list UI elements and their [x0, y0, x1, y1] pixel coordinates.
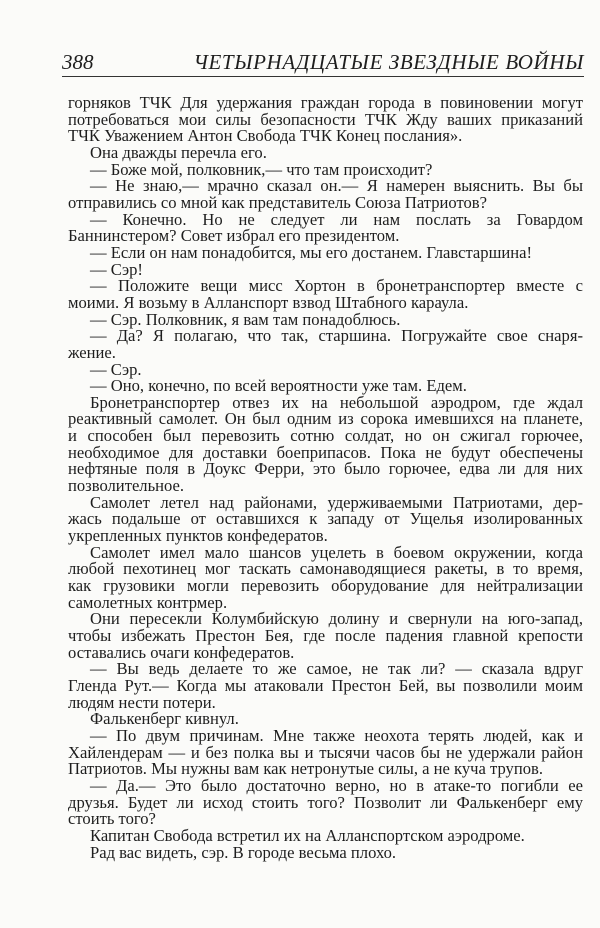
text-line: Рад вас видеть, сэр. В городе весьма плохо.: [90, 842, 397, 862]
text-line: Баннинстером? Совет избрал его президентом.: [68, 226, 400, 246]
text-line: — По двум причинам. Мне также неохота терять людей, как и: [90, 725, 583, 745]
paragraph: [68, 725, 583, 779]
text-line: Фалькенберг кивнул.: [90, 709, 239, 729]
running-header: [62, 49, 584, 77]
text-line: людям нести потери.: [68, 692, 216, 712]
text-line: Она дважды перечла его.: [90, 142, 267, 162]
paragraph: [68, 178, 583, 211]
text-line: — Вы ведь делаете то же самое, не так ли? — сказала вдруг: [90, 659, 583, 679]
text-line: Самолет имел мало шансов уцелеть в боевом окружении, когда: [90, 542, 583, 562]
running-title: ЧЕТЫРНАДЦАТЫЕ ЗВЕЗДНЫЕ ВОЙНЫ: [193, 50, 584, 74]
text-line: Они пересекли Колумбийскую долину и свернули на юго-запад,: [90, 609, 583, 629]
text-line: — Сэр.: [90, 359, 142, 379]
paragraph: [68, 492, 583, 546]
text-line: — Да.— Это было достаточно верно, но в атаке-то погибли ее: [90, 775, 583, 795]
text-line: укрепленных пунктов конфедератов.: [68, 526, 328, 546]
text-line: — Да? Я полагаю, что так, старшина. Погружайте свое снаря-: [90, 326, 583, 346]
text-line: жась подальше от оставшихся к западу от Ущелья изолированных: [68, 509, 583, 529]
text-line: жение.: [68, 342, 116, 362]
paragraph: [68, 242, 583, 262]
text-line: оставались очаги конфедератов.: [68, 642, 295, 662]
text-line: — Сэр. Полковник, я вам там понадоблюсь.: [90, 309, 401, 329]
text-line: Патриотов. Мы нужны вам как нетронутые силы, а не куча трупов.: [68, 759, 543, 779]
paragraph: [68, 611, 583, 661]
text-line: ТЧК Уважением Антон Свобода ТЧК Конец послания».: [68, 126, 463, 146]
paragraph: [68, 661, 583, 711]
text-line: друзья. Будет ли исход стоить того? Позволит ли Фалькенберг ему: [68, 792, 583, 812]
paragraph: [68, 209, 583, 246]
text-line: потребоваться мои силы безопасности ТЧК Жду ваших приказаний: [68, 109, 583, 129]
paragraph: [68, 95, 583, 145]
text-line: нефтяные поля в Доукс Ферри, это было горючее, едва ли для них: [68, 459, 583, 479]
paragraph: [68, 842, 583, 862]
text-line: Бронетранспортер отвез их на небольшой аэродром, где ждал: [90, 392, 583, 412]
text-line: — Боже мой, полковник,— что там происходит?: [90, 159, 433, 179]
text-line: самолетных контрмер.: [68, 592, 228, 612]
text-line: — Конечно. Но не следует ли нам послать за Говардом: [90, 209, 583, 229]
text-line: любой пехотинец мог таскать самонаводящиеся ракеты, в то время,: [68, 559, 583, 579]
text-line: — Не знаю,— мрачно сказал он.— Я намерен выяснить. Вы бы: [90, 176, 583, 196]
text-line: необходимое для доставки боеприпасов. Пока не будут обеспечены: [68, 442, 583, 462]
text-line: позволительное.: [68, 476, 185, 496]
text-line: чтобы избежать Престон Бея, где после падения главной крепости: [68, 626, 583, 645]
text-line: Самолет летел над районами, удерживаемыми Патриотами, дер-: [90, 492, 583, 512]
text-line: — Оно, конечно, по всей вероятности уже там. Едем.: [90, 376, 467, 396]
page-number: 388: [62, 50, 94, 74]
text-line: — Если он нам понадобится, мы его достанем. Главстаршина!: [90, 242, 533, 262]
text-line: реактивный самолет. Он был одним из сорока имевшихся на планете,: [68, 409, 583, 429]
paragraph: [68, 775, 583, 829]
text-line: отправились со мной как представитель Союза Патриотов?: [68, 192, 487, 212]
page-body-text: [68, 95, 583, 861]
text-line: Капитан Свобода встретил их на Алланспортском аэродроме.: [90, 825, 525, 845]
paragraph: [68, 542, 583, 612]
text-line: Гленда Рут.— Когда мы атаковали Престон Бей, вы позволили моим: [68, 675, 583, 695]
paragraph: [68, 278, 583, 311]
text-line: Хайлендерам — и без полка вы и тысячи часов бы не удержали район: [68, 742, 583, 762]
paragraph: [68, 392, 583, 496]
text-line: — Сэр!: [90, 259, 143, 279]
text-line: стоить того?: [68, 809, 156, 829]
text-line: и способен был перевозить сотню солдат, но он сжигал горючее,: [68, 426, 583, 446]
text-line: как грузовики могли перевозить оборудование для нейтрализации: [68, 576, 583, 596]
text-line: моими. Я возьму в Алланспорт взвод Штабного караула.: [68, 292, 469, 312]
text-line: — Положите вещи мисс Хортон в бронетранспортер вместе с: [90, 276, 583, 296]
text-line: горняков ТЧК Для удержания граждан города в повиновении могут: [68, 93, 583, 112]
paragraph: [68, 328, 583, 361]
